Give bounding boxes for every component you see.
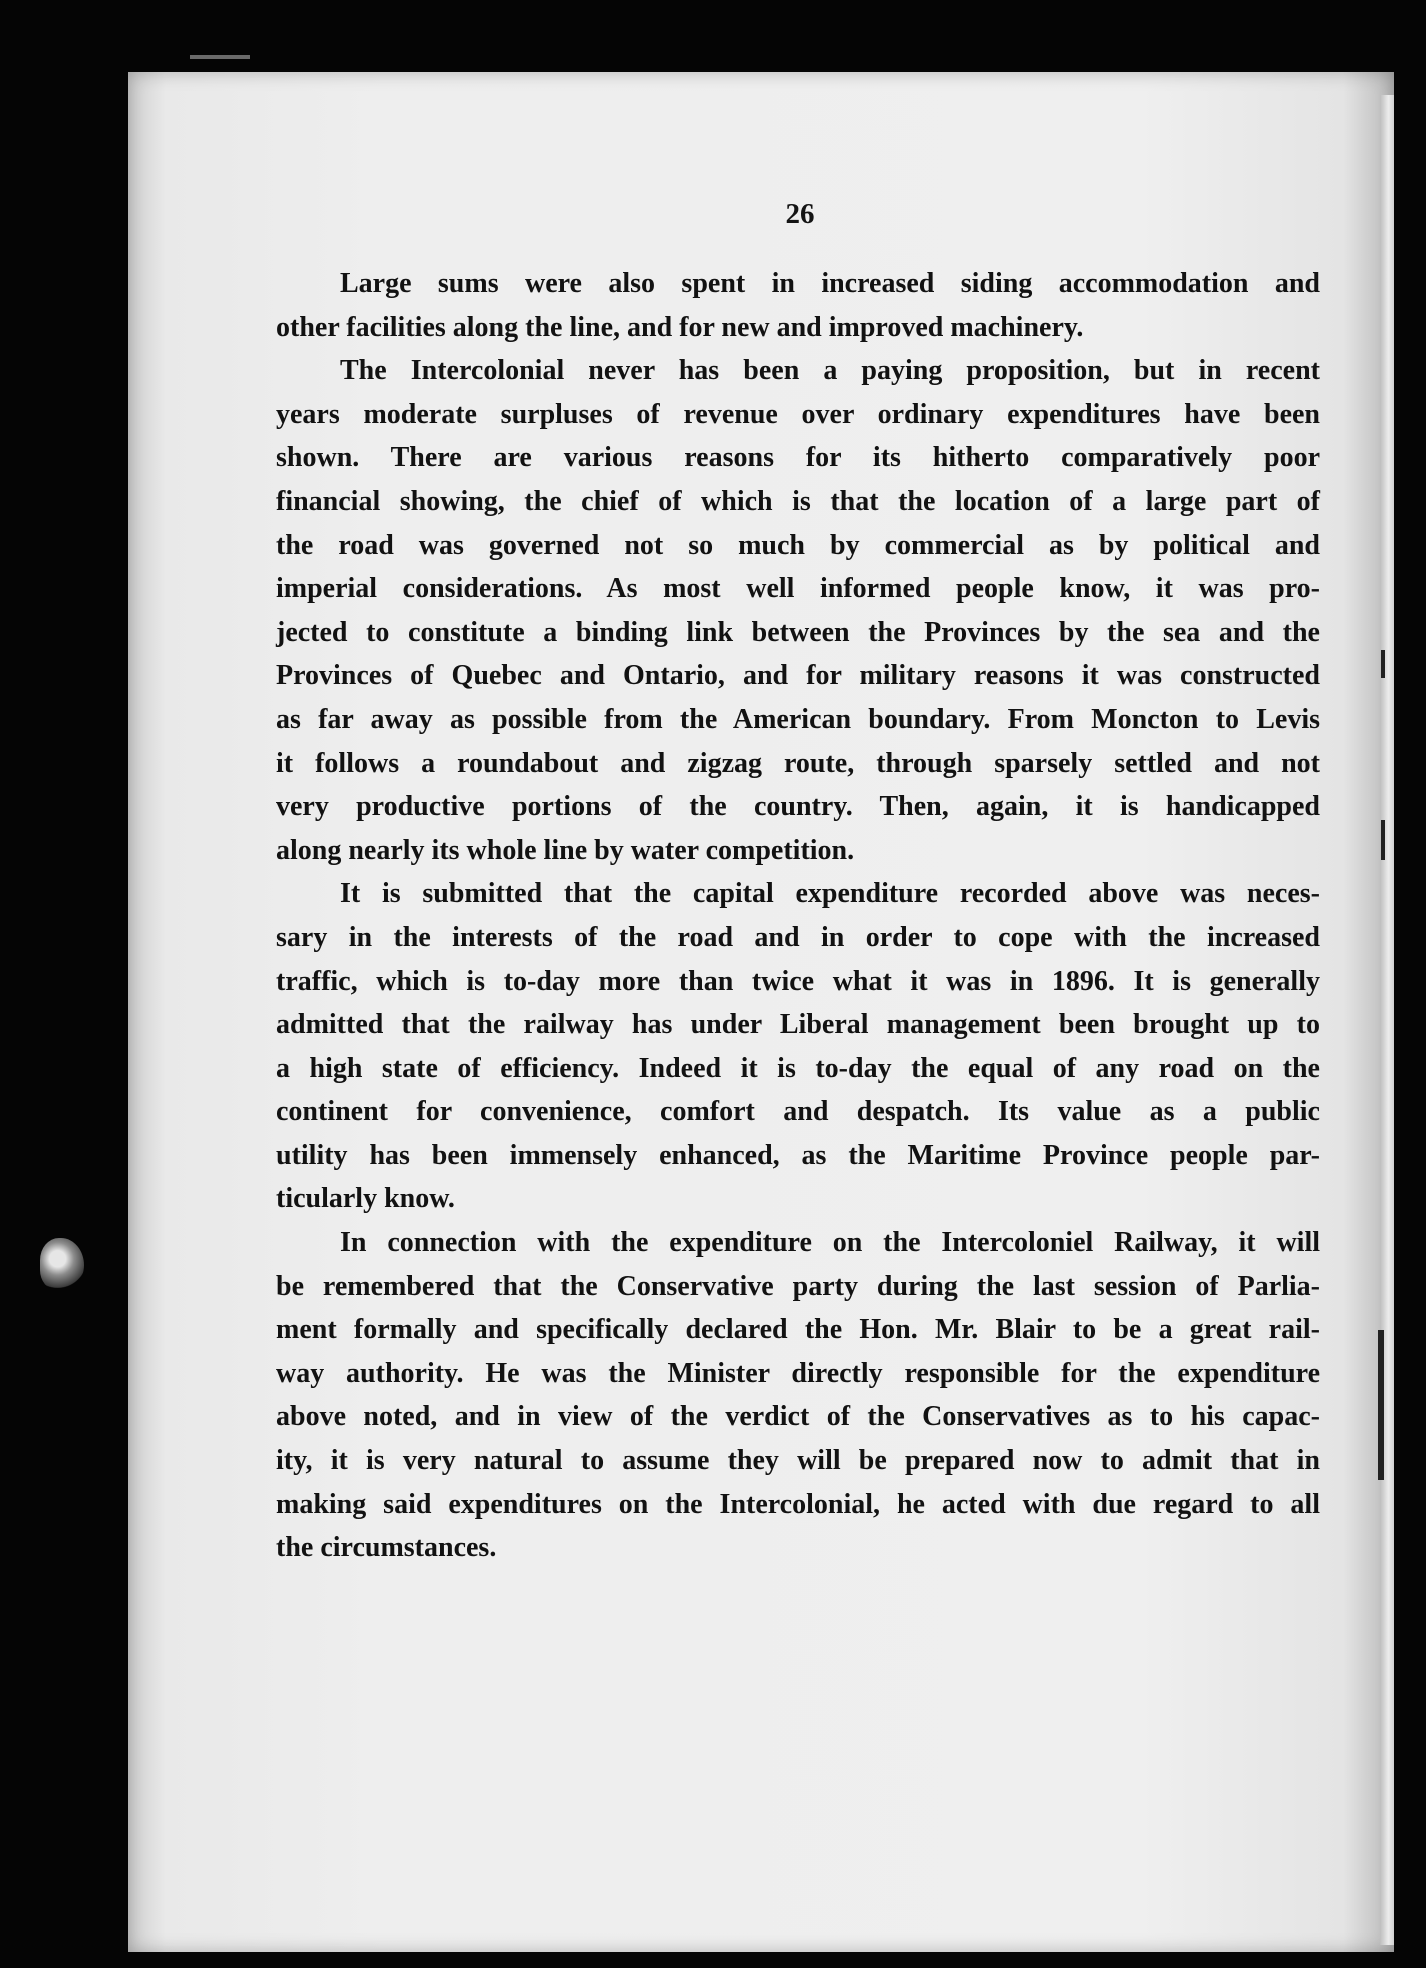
text-line: utility has been immensely enhanced, as the Maritime Province people par- [276, 1139, 1320, 1171]
text-line: financial showing, the chief of which is that the location of a large part of [276, 485, 1320, 517]
text-line: Large sums were also spent in increased siding accommodation and [340, 268, 1320, 299]
text-line: be remembered that the Conservative party during the last session of Parlia- [276, 1270, 1320, 1302]
edge-mark [1378, 1330, 1384, 1480]
text-line: It is submitted that the capital expenditure recorded above was neces- [340, 878, 1320, 910]
page-edge [1380, 95, 1394, 1945]
paragraph-3 [276, 872, 1320, 1221]
paragraph-1 [276, 262, 1320, 349]
text-line: ity, it is very natural to assume they will be prepared now to admit that in [276, 1445, 1320, 1477]
text-line: continent for convenience, comfort and despatch. Its value as a public [276, 1096, 1320, 1128]
text-line: The Intercolonial never has been a paying proposition, but in recent [340, 355, 1320, 387]
text-line: sary in the interests of the road and in order to cope with the increased [276, 921, 1320, 953]
text-line: the road was governed not so much by commercial as by political and [276, 529, 1320, 561]
text-line: making said expenditures on the Intercolonial, he acted with due regard to all [276, 1488, 1320, 1520]
text-line: years moderate surpluses of revenue over ordinary expenditures have been [276, 398, 1320, 430]
text-line: it follows a roundabout and zigzag route, through sparsely settled and not [276, 747, 1320, 779]
text-line: a high state of efficiency. Indeed it is to-day the equal of any road on the [276, 1052, 1320, 1084]
edge-mark [1381, 650, 1385, 678]
paragraph-2 [276, 349, 1320, 872]
text-line: way authority. He was the Minister directly responsible for the expenditure [276, 1357, 1320, 1389]
text-line: shown. There are various reasons for its hitherto comparatively poor [276, 442, 1320, 474]
text-line: the circumstances. [276, 1532, 497, 1564]
text-line: along nearly its whole line by water competition. [276, 834, 855, 866]
text-line: admitted that the railway has under Liberal management been brought up to [276, 1009, 1320, 1041]
text-line: In connection with the expenditure on the Intercoloniel Railway, it will [340, 1227, 1320, 1259]
text-line: other facilities along the line, and for new and improved machinery. [276, 311, 1084, 343]
text-line: imperial considerations. As most well informed people know, it was pro- [276, 573, 1320, 605]
text-line: above noted, and in view of the verdict of the Conservatives as to his capac- [276, 1401, 1320, 1433]
scan-artifact-rule [190, 55, 250, 59]
page-number: 26 [785, 198, 815, 230]
text-line: ticularly know. [276, 1183, 455, 1215]
text-line: traffic, which is to-day more than twice what it was in 1896. It is generally [276, 965, 1320, 997]
text-line: jected to constitute a binding link between the Provinces by the sea and the [276, 616, 1320, 648]
text-line: very productive portions of the country. Then, again, it is handicapped [276, 791, 1320, 823]
text-line: ment formally and specifically declared the Hon. Mr. Blair to be a great rail- [276, 1314, 1320, 1346]
edge-mark [1381, 820, 1385, 860]
text-line: Provinces of Quebec and Ontario, and for military reasons it was constructed [276, 660, 1320, 692]
scan-speck [40, 1238, 84, 1290]
page-text [276, 262, 1320, 1570]
paragraph-4 [276, 1221, 1320, 1570]
text-line: as far away as possible from the American boundary. From Moncton to Levis [276, 703, 1320, 735]
